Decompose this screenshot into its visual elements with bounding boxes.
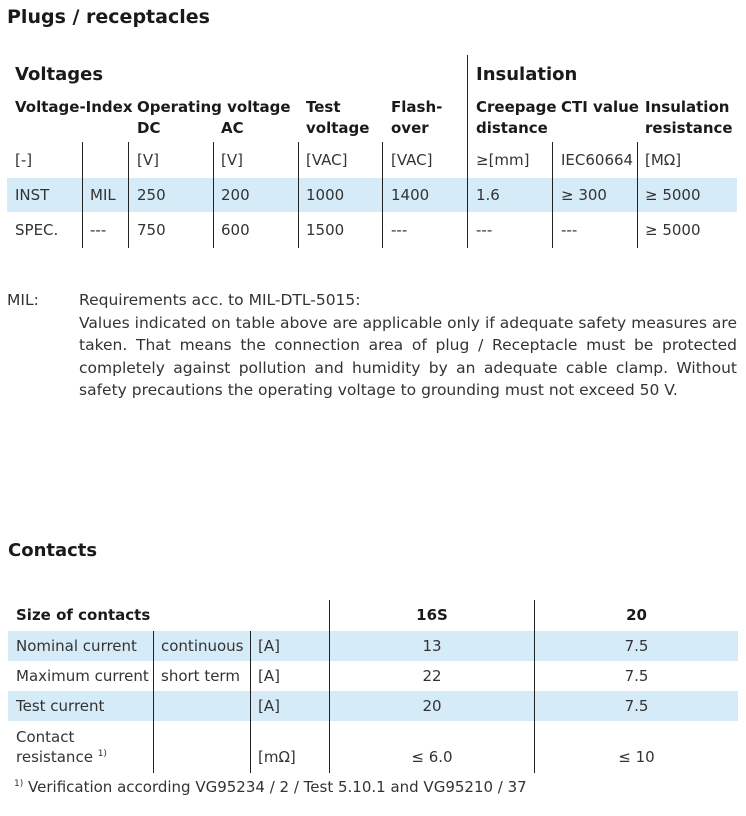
row-label-line1: Contact bbox=[16, 728, 75, 746]
contacts-heading: Contacts bbox=[8, 540, 98, 561]
row-label: Nominal current bbox=[16, 637, 137, 655]
size-16s-header: 16S bbox=[416, 606, 448, 624]
header-operating-voltage: Operating voltage bbox=[137, 98, 291, 116]
table-cell: ≥ 300 bbox=[561, 186, 607, 204]
row-value: 22 bbox=[422, 667, 442, 685]
table-cell: --- bbox=[391, 221, 408, 239]
footnote bbox=[14, 778, 527, 796]
header-creepage-line2: distance bbox=[476, 119, 548, 137]
row-label: Maximum current bbox=[16, 667, 149, 685]
row-value: 7.5 bbox=[624, 667, 649, 685]
size-20-header: 20 bbox=[626, 606, 647, 624]
unit-cell: IEC60664 bbox=[561, 151, 634, 169]
divider bbox=[637, 142, 638, 248]
unit-cell: [-] bbox=[15, 151, 33, 169]
header-cti-value: CTI value bbox=[561, 98, 639, 116]
row-unit: [A] bbox=[258, 667, 280, 685]
table-cell: 1500 bbox=[306, 221, 345, 239]
header-flashover-line1: Flash- bbox=[391, 98, 443, 116]
divider bbox=[213, 142, 214, 248]
row-unit: [A] bbox=[258, 697, 280, 715]
highlight-row-band bbox=[7, 178, 737, 212]
row-value: 7.5 bbox=[624, 637, 649, 655]
unit-cell: [V] bbox=[137, 151, 159, 169]
insulation-heading: Insulation bbox=[476, 64, 578, 85]
header-flashover-line2: over bbox=[391, 119, 429, 137]
table-cell: --- bbox=[561, 221, 578, 239]
row-label-text: resistance bbox=[16, 748, 93, 766]
unit-cell: ≥[mm] bbox=[476, 151, 530, 169]
size-of-contacts-label: Size of contacts bbox=[16, 606, 151, 624]
header-voltage-index: Voltage-Index bbox=[15, 98, 133, 116]
unit-cell: [MΩ] bbox=[645, 151, 682, 169]
row-label: Test current bbox=[16, 697, 105, 715]
unit-cell: [V] bbox=[221, 151, 243, 169]
voltages-heading: Voltages bbox=[15, 64, 104, 85]
table-cell: 600 bbox=[221, 221, 250, 239]
header-test-voltage-line2: voltage bbox=[306, 119, 370, 137]
row-label-line2 bbox=[16, 748, 107, 766]
table-cell: SPEC. bbox=[15, 221, 59, 239]
unit-cell: [VAC] bbox=[306, 151, 348, 169]
divider bbox=[298, 142, 299, 248]
divider bbox=[382, 142, 383, 248]
table-cell: 250 bbox=[137, 186, 166, 204]
table-cell: 750 bbox=[137, 221, 166, 239]
table-cell: 1000 bbox=[306, 186, 345, 204]
row-unit: [mΩ] bbox=[258, 748, 296, 766]
row-value: 7.5 bbox=[624, 697, 649, 715]
table-cell: --- bbox=[476, 221, 493, 239]
table-cell: 200 bbox=[221, 186, 250, 204]
unit-cell: [VAC] bbox=[391, 151, 433, 169]
header-test-voltage-line1: Test bbox=[306, 98, 341, 116]
table-cell: --- bbox=[90, 221, 107, 239]
divider bbox=[250, 631, 251, 773]
mil-note-label: MIL: bbox=[7, 291, 39, 309]
row-mode: short term bbox=[161, 667, 240, 685]
mil-note-text bbox=[79, 289, 737, 402]
header-dc: DC bbox=[137, 119, 161, 137]
row-value: ≤ 6.0 bbox=[411, 748, 453, 766]
table-cell: ≥ 5000 bbox=[645, 186, 701, 204]
row-mode: continuous bbox=[161, 637, 244, 655]
row-value: ≤ 10 bbox=[618, 748, 655, 766]
divider bbox=[552, 142, 553, 248]
table-cell: MIL bbox=[90, 186, 116, 204]
table-cell: ≥ 5000 bbox=[645, 221, 701, 239]
row-value: 20 bbox=[422, 697, 442, 715]
table-cell: 1400 bbox=[391, 186, 430, 204]
page-title: Plugs / receptacles bbox=[7, 6, 210, 28]
header-creepage-line1: Creepage bbox=[476, 98, 557, 116]
divider bbox=[128, 142, 129, 248]
header-insulation-resistance-line1: Insulation bbox=[645, 98, 730, 116]
table-cell: INST bbox=[15, 186, 50, 204]
footnote-ref: 1) bbox=[97, 749, 107, 759]
row-unit: [A] bbox=[258, 637, 280, 655]
table-cell: 1.6 bbox=[476, 186, 500, 204]
divider bbox=[153, 631, 154, 773]
header-insulation-resistance-line2: resistance bbox=[645, 119, 733, 137]
header-ac: AC bbox=[221, 119, 244, 137]
footnote-text: Verification according VG95234 / 2 / Test 5.10.1 and VG95210 / 37 bbox=[28, 778, 527, 796]
footnote-mark: 1) bbox=[14, 779, 24, 789]
mil-note-body: Values indicated on table above are applicable only if adequate safety measures are taken. That means the connection area of plug / Receptacle must be protected completely against pollution and humidity by an adequate cable clamp. Without safety precautions the operating voltage to grounding must not exceed 50 V. bbox=[79, 313, 737, 399]
row-value: 13 bbox=[422, 637, 442, 655]
divider bbox=[82, 142, 83, 248]
mil-note-heading: Requirements acc. to MIL-DTL-5015: bbox=[79, 291, 361, 309]
divider-insulation bbox=[467, 55, 468, 248]
